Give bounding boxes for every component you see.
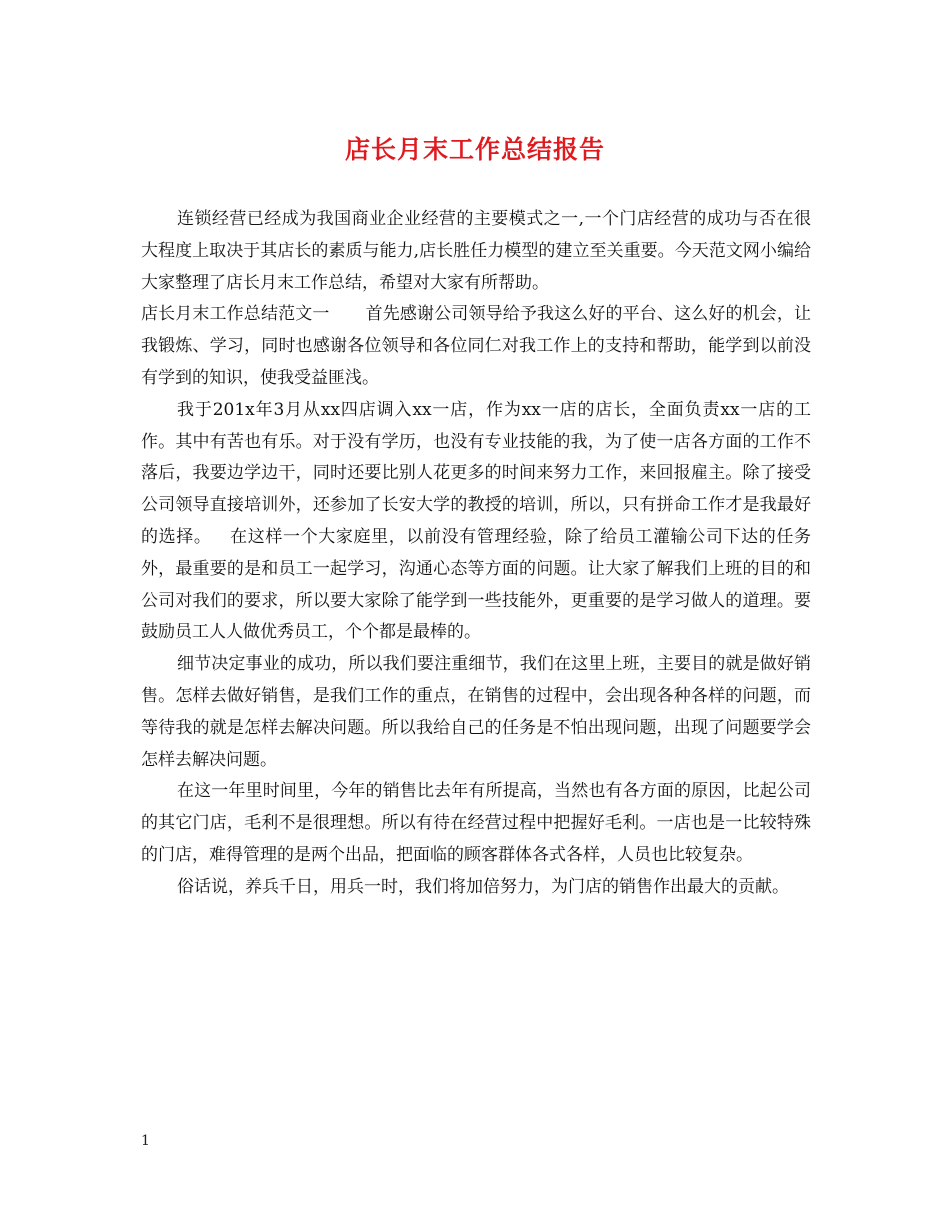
document-title: 店长月末工作总结报告: [344, 135, 605, 164]
team-text: 在这样一个大家庭里，以前没有管理经验，除了给员工灌输公司下达的任务外，最重要的是和员工一起学习，沟通心态等方面的问题。让大家了解我们上班的目的和公司对我们的要求，所以要大家除了能学到一些技能外，更重要的是学习做人的道理。要鼓励员工人人做优秀员工，个个都是最棒的。: [141, 526, 812, 643]
transfer-text: 我于201x年3月从xx四店调入xx一店，作为xx一店的店长，全面负责xx一店的工作。其中有苦也有乐。对于没有学历，也没有专业技能的我，为了使一店各方面的工作不落后，我要边学边干，同时还要比别人花更多的时间来努力工作，来回报雇主。除了接受公司领导直接培训外，还参加了长安大学的教授的培训，所以，只有拼命工作才是我最好的选择。: [141, 399, 811, 547]
document-body: [141, 204, 811, 904]
section-opening-text: 首先感谢公司领导给予我这么好的平台、这么好的机会，让我锻炼、学习，同时也感谢各位领导和各位同仁对我工作上的支持和帮助，能学到以前没有学到的知识，使我受益匪浅。: [141, 304, 812, 388]
body-paragraph-details: 细节决定事业的成功，所以我们要注重细节，我们在这里上班，主要目的就是做好销售。怎样去做好销售，是我们工作的重点，在销售的过程中，会出现各种各样的问题，而等待我的就是怎样去解决问题。所以我给自己的任务是不怕出现问题，出现了问题要学会怎样去解决问题。: [141, 654, 811, 770]
section-paragraph: [141, 299, 811, 394]
body-paragraph-closing: 俗话说，养兵千日，用兵一时，我们将加倍努力，为门店的销售作出最大的贡献。: [177, 876, 789, 897]
body-paragraph-sales: 在这一年里时间里，今年的销售比去年有所提高，当然也有各方面的原因，比起公司的其它门店，毛利不是很理想。所以有待在经营过程中把握好毛利。一店也是一比较特殊的门店，难得管理的是两个出品，把面临的顾客群体各式各样，人员也比较复杂。: [141, 781, 811, 865]
body-paragraph-transfer: [141, 395, 811, 649]
section-subheading: 店长月末工作总结范文一: [141, 304, 330, 325]
page-number: 1: [141, 1133, 150, 1149]
intro-paragraph: 连锁经营已经成为我国商业企业经营的主要模式之一,一个门店经营的成功与否在很大程度上取决于其店长的素质与能力,店长胜任力模型的建立至关重要。今天范文网小编给大家整理了店长月末工作总结，希望对大家有所帮助。: [141, 209, 811, 293]
